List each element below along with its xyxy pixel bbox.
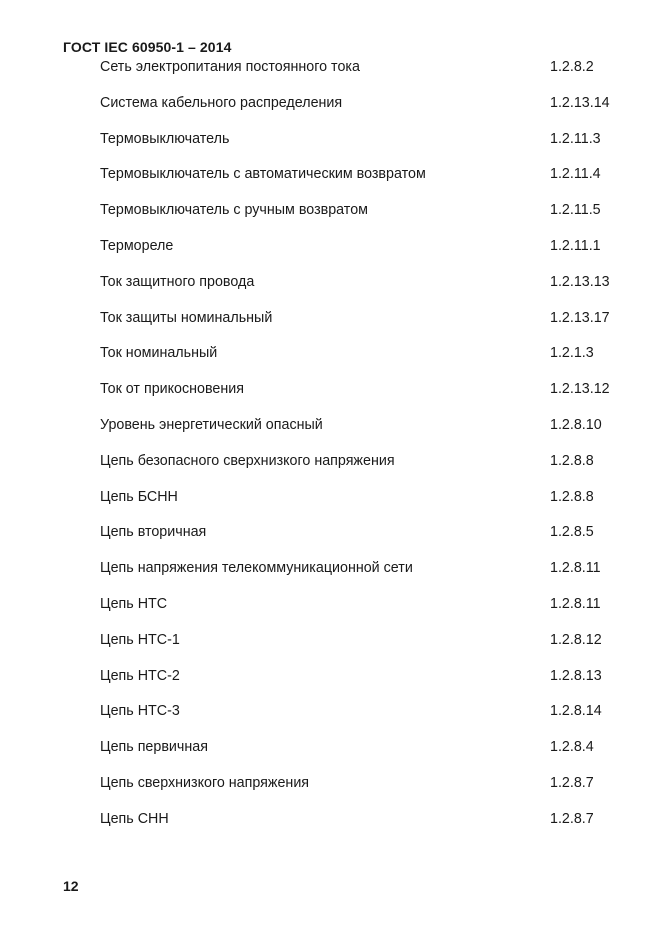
index-entry: [0, 632, 661, 668]
index-reference: 1.2.8.2: [550, 59, 594, 75]
index-term: Цепь сверхнизкого напряжения: [100, 774, 310, 791]
index-reference: 1.2.11.1: [550, 237, 601, 254]
index-entry: [0, 560, 661, 596]
index-reference: 1.2.13.17: [550, 309, 610, 326]
index-reference: 1.2.8.7: [550, 774, 594, 791]
index-entry: [0, 310, 661, 346]
index-term: Цепь СНН: [100, 810, 169, 827]
index-term: Цепь НТС: [100, 595, 168, 612]
index-reference: 1.2.8.11: [550, 560, 601, 577]
index-reference: 1.2.13.12: [550, 381, 610, 398]
index-entry: [0, 703, 661, 739]
index-reference: 1.2.8.13: [550, 667, 602, 684]
index-term: Цепь первичная: [100, 739, 208, 756]
index-term: Термовыключатель с ручным возвратом: [100, 202, 368, 219]
index-reference: 1.2.8.8: [550, 452, 594, 469]
index-reference: 1.2.8.14: [550, 703, 602, 720]
index-entry: [0, 59, 661, 95]
index-entry: [0, 345, 661, 381]
index-reference: 1.2.11.3: [550, 130, 601, 147]
index-term: Ток защиты номинальный: [100, 309, 273, 326]
index-entry: [0, 524, 661, 560]
index-term: Цепь БСНН: [100, 488, 178, 505]
index-term: Ток номинальный: [100, 345, 218, 362]
index-term: Термовыключатель с автоматическим возвратом: [100, 166, 426, 183]
index-entry: [0, 417, 661, 453]
index-term: Цепь безопасного сверхнизкого напряжения: [100, 452, 395, 469]
index-term: Термовыключатель: [100, 130, 230, 147]
index-reference: 1.2.1.3: [550, 345, 594, 362]
index-entry: [0, 274, 661, 310]
index-reference: 1.2.8.4: [550, 739, 594, 756]
index-reference: 1.2.8.5: [550, 524, 594, 541]
index-term: Ток защитного провода: [100, 273, 255, 290]
document-header: ГОСТ IEC 60950-1 – 2014: [63, 39, 232, 55]
index-entry: [0, 668, 661, 704]
index-term: Цепь НТС-2: [100, 667, 180, 684]
index-entry: [0, 381, 661, 417]
index-term: Сеть электропитания постоянного тока: [100, 59, 360, 75]
index-entry: [0, 95, 661, 131]
index-term: Цепь вторичная: [100, 524, 207, 541]
index-entry: [0, 202, 661, 238]
index-reference: 1.2.11.5: [550, 202, 601, 219]
index-entry: [0, 453, 661, 489]
index-entry: [0, 489, 661, 525]
index-term: Цепь НТС-3: [100, 703, 180, 720]
index-reference: 1.2.8.12: [550, 631, 602, 648]
index-term: Система кабельного распределения: [100, 94, 343, 111]
index-entry: [0, 596, 661, 632]
index-term: Ток от прикосновения: [100, 381, 245, 398]
index-entry: [0, 811, 661, 847]
index-reference: 1.2.11.4: [550, 166, 601, 183]
index-entry: [0, 238, 661, 274]
index-reference: 1.2.8.10: [550, 416, 602, 433]
index-reference: 1.2.13.13: [550, 273, 610, 290]
index-term: Цепь НТС-1: [100, 631, 180, 648]
index-term: Термореле: [100, 237, 174, 254]
index-entry: [0, 166, 661, 202]
index-entry: [0, 775, 661, 811]
index-reference: 1.2.8.8: [550, 488, 594, 505]
index-reference: 1.2.8.7: [550, 810, 594, 827]
page-number: 12: [63, 878, 79, 894]
index-list: [0, 59, 661, 847]
index-entry: [0, 739, 661, 775]
index-reference: 1.2.8.11: [550, 595, 601, 612]
index-entry: [0, 131, 661, 167]
index-term: Уровень энергетический опасный: [100, 416, 323, 433]
index-term: Цепь напряжения телекоммуникационной сети: [100, 560, 413, 577]
index-reference: 1.2.13.14: [550, 94, 610, 111]
